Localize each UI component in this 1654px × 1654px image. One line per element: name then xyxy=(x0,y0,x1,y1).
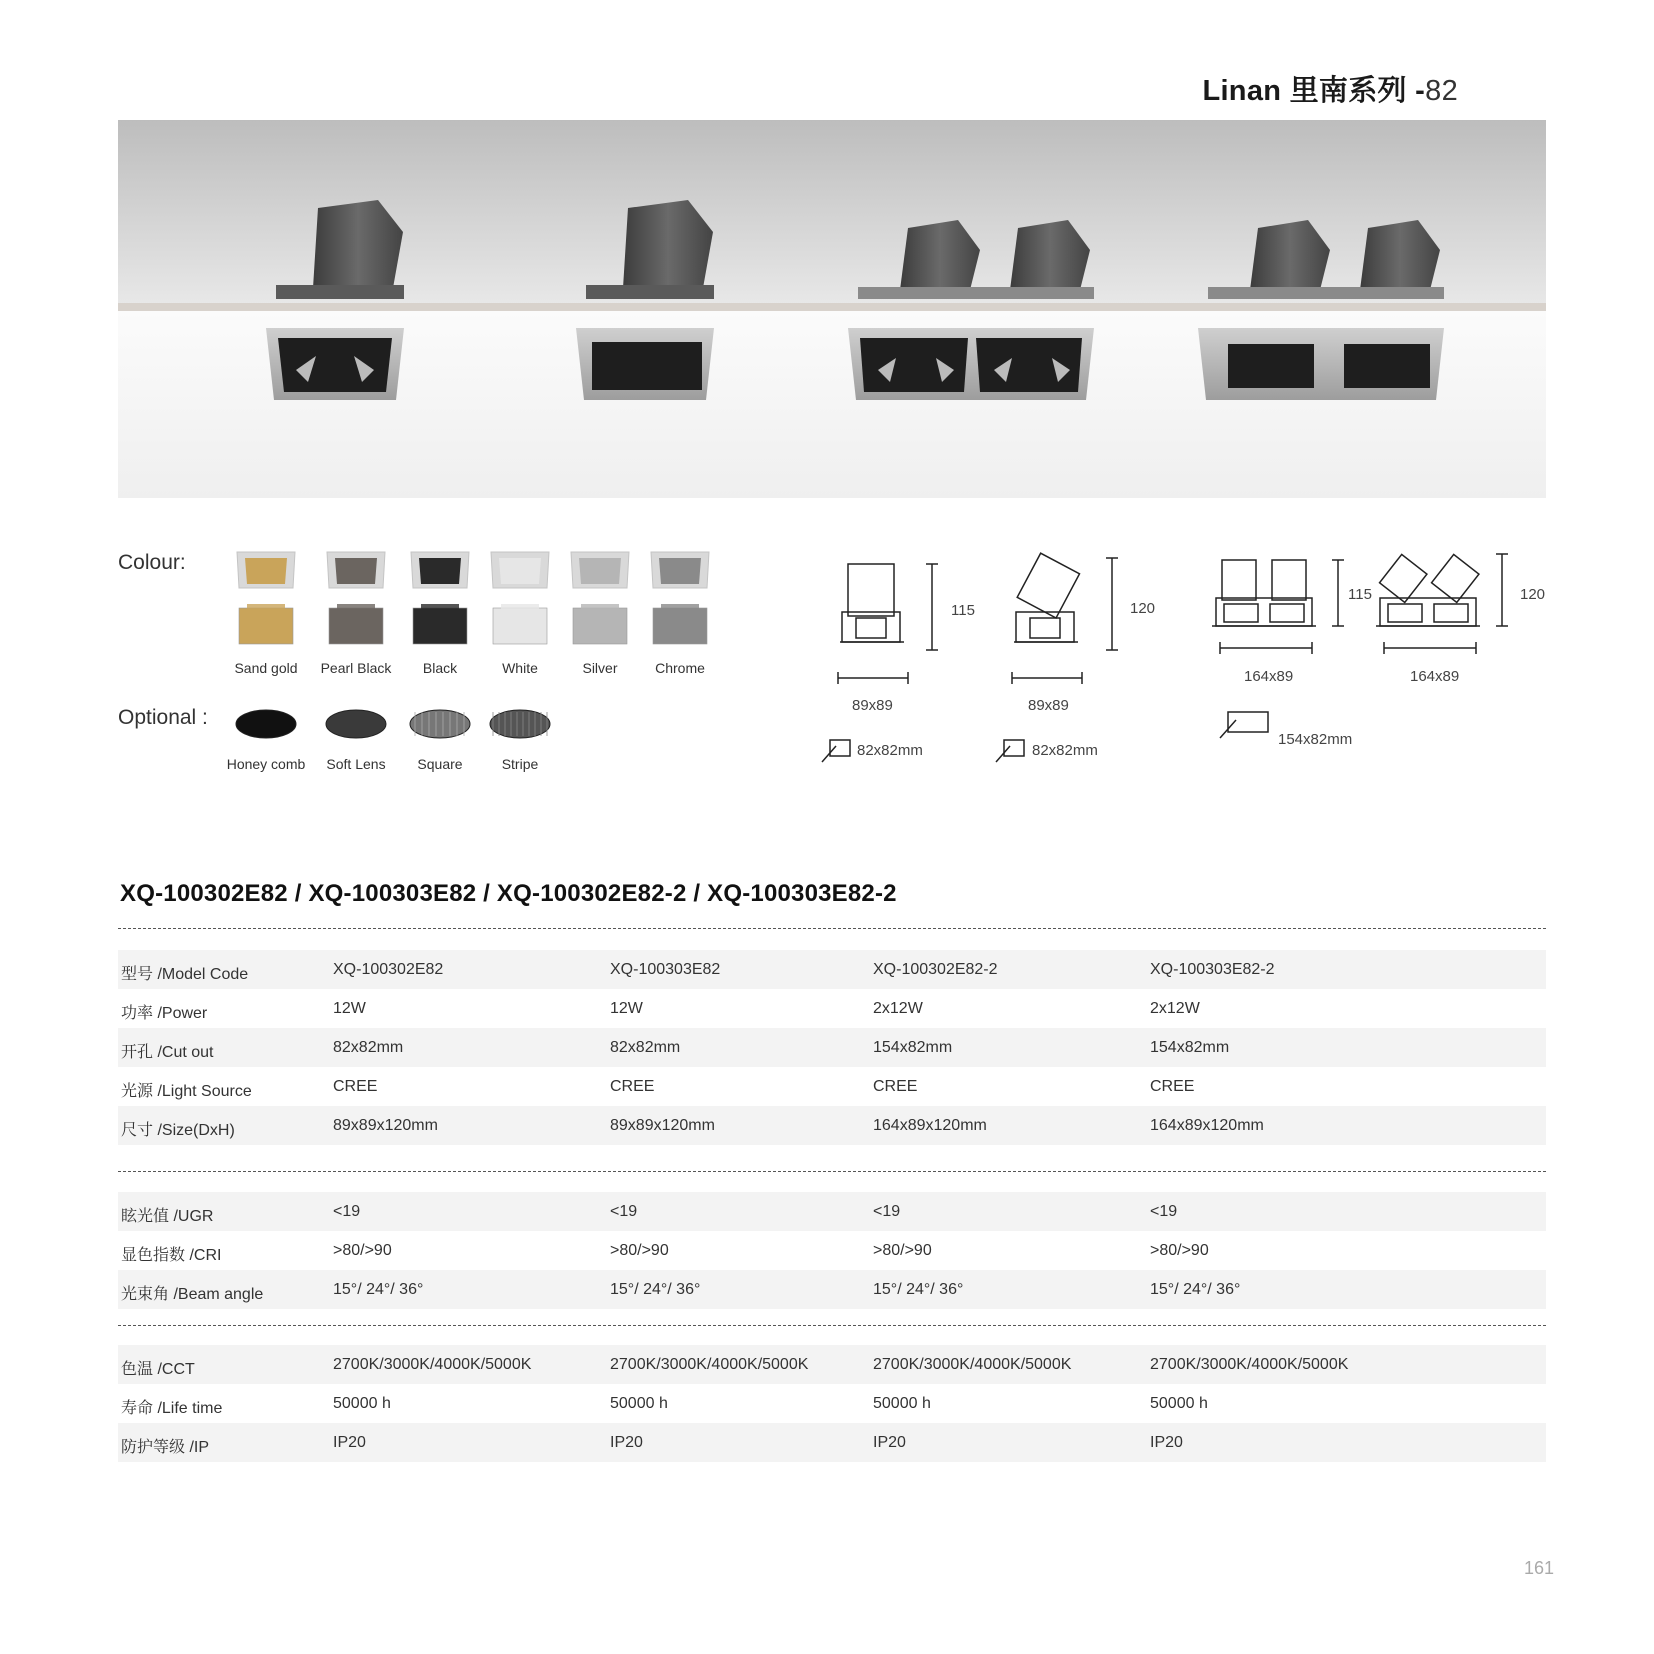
spec-row xyxy=(118,1384,1546,1423)
section-divider xyxy=(118,928,1546,929)
spec-value: XQ-100303E82-2 xyxy=(1150,961,1275,978)
spec-value: XQ-100302E82 xyxy=(333,961,444,978)
spec-value: >80/>90 xyxy=(333,1242,392,1259)
spec-value: IP20 xyxy=(333,1434,366,1451)
spec-value: 89x89x120mm xyxy=(333,1117,438,1134)
spec-value: 15°/ 24°/ 36° xyxy=(873,1281,964,1298)
spec-label: 防护等级 /IP xyxy=(121,1439,210,1456)
swatch-label: Black xyxy=(422,660,458,676)
drawing-single-tilt xyxy=(996,553,1118,762)
spec-value: 154x82mm xyxy=(1150,1039,1230,1056)
drawing-single-fixed xyxy=(822,564,938,762)
section-divider xyxy=(118,1171,1546,1172)
swatch-label: Chrome xyxy=(655,660,705,676)
optional-preview xyxy=(221,704,311,744)
spec-value: 82x82mm xyxy=(333,1039,404,1056)
spec-label: 显色指数 /CRI xyxy=(121,1247,222,1264)
d1-width: 89x89 xyxy=(852,697,893,714)
spec-value: CREE xyxy=(1150,1078,1195,1095)
colour-swatch xyxy=(635,548,725,678)
spec-value: 2700K/3000K/4000K/5000K xyxy=(1150,1356,1349,1373)
spec-label: 功率 /Power xyxy=(121,1005,208,1022)
page-number: 161 xyxy=(1523,1558,1554,1578)
optional-preview xyxy=(311,704,401,744)
spec-row xyxy=(118,1067,1546,1106)
d2-height: 120 xyxy=(1130,600,1156,617)
optional-item-label: Stripe xyxy=(501,756,539,772)
spec-value: 164x89x120mm xyxy=(873,1117,987,1134)
swatch-preview xyxy=(395,548,485,648)
spec-value: <19 xyxy=(873,1203,901,1220)
spec-value: 15°/ 24°/ 36° xyxy=(333,1281,424,1298)
drawing-double-tilt xyxy=(1376,554,1508,654)
spec-label: 型号 /Model Code xyxy=(121,966,249,983)
page-title xyxy=(1202,68,1458,109)
spec-value: 2x12W xyxy=(873,1000,923,1017)
spec-value: <19 xyxy=(610,1203,638,1220)
swatch-preview xyxy=(555,548,645,648)
double-cutout: 154x82mm xyxy=(1278,731,1353,748)
spec-value: 2700K/3000K/4000K/5000K xyxy=(610,1356,809,1373)
spec-row xyxy=(118,989,1546,1028)
series-title: Linan 里南系列 - xyxy=(1202,75,1426,107)
spec-value: 154x82mm xyxy=(873,1039,953,1056)
optional-item-label: Square xyxy=(417,756,463,772)
spec-row xyxy=(118,950,1546,989)
d1-cutout: 82x82mm xyxy=(857,742,923,759)
spec-value: 164x89x120mm xyxy=(1150,1117,1264,1134)
d3-height: 115 xyxy=(1348,586,1372,603)
spec-value: 50000 h xyxy=(1150,1395,1208,1412)
spec-value: 89x89x120mm xyxy=(610,1117,715,1134)
spec-row xyxy=(118,1345,1546,1384)
optional-item xyxy=(221,704,311,784)
optional-item xyxy=(475,704,565,784)
dimension-drawings xyxy=(820,550,1620,770)
colour-swatch xyxy=(311,548,401,678)
spec-label: 光束角 /Beam angle xyxy=(121,1286,264,1303)
spec-label: 尺寸 /Size(DxH) xyxy=(121,1122,235,1139)
spec-value: 50000 h xyxy=(610,1395,668,1412)
spec-row xyxy=(118,1192,1546,1231)
spec-label: 眩光值 /UGR xyxy=(121,1208,214,1225)
spec-value: >80/>90 xyxy=(873,1242,932,1259)
colour-swatch xyxy=(475,548,565,678)
swatch-label: Pearl Black xyxy=(320,660,392,676)
spec-label: 开孔 /Cut out xyxy=(121,1044,214,1061)
spec-label: 寿命 /Life time xyxy=(121,1400,223,1417)
section-divider xyxy=(118,1325,1546,1326)
spec-value: >80/>90 xyxy=(1150,1242,1209,1259)
series-number: 82 xyxy=(1425,75,1458,107)
colour-label: Colour: xyxy=(118,551,186,574)
spec-value: 50000 h xyxy=(873,1395,931,1412)
optional-item xyxy=(311,704,401,784)
swatch-preview xyxy=(221,548,311,648)
d2-width: 89x89 xyxy=(1028,697,1069,714)
d2-cutout: 82x82mm xyxy=(1032,742,1098,759)
spec-value: <19 xyxy=(333,1203,361,1220)
colour-swatch xyxy=(395,548,485,678)
swatch-preview xyxy=(311,548,401,648)
optional-preview xyxy=(475,704,565,744)
colour-swatch xyxy=(221,548,311,678)
spec-value: CREE xyxy=(610,1078,655,1095)
spec-value: XQ-100303E82 xyxy=(610,961,721,978)
spec-row xyxy=(118,1028,1546,1067)
spec-value: 2700K/3000K/4000K/5000K xyxy=(333,1356,532,1373)
spec-row xyxy=(118,1270,1546,1309)
spec-value: <19 xyxy=(1150,1203,1178,1220)
optional-item xyxy=(395,704,485,784)
spec-label: 色温 /CCT xyxy=(121,1361,195,1378)
spec-label: 光源 /Light Source xyxy=(121,1083,252,1100)
spec-value: CREE xyxy=(333,1078,378,1095)
spec-value: 82x82mm xyxy=(610,1039,681,1056)
optional-item-label: Soft Lens xyxy=(326,756,386,772)
swatch-label: Sand gold xyxy=(234,660,298,676)
d4-height: 120 xyxy=(1520,586,1546,603)
spec-value: CREE xyxy=(873,1078,918,1095)
spec-value: XQ-100302E82-2 xyxy=(873,961,998,978)
spec-value: >80/>90 xyxy=(610,1242,669,1259)
spec-value: 12W xyxy=(610,1000,643,1017)
drawing-double-fixed xyxy=(1212,560,1344,738)
product-hero-image xyxy=(118,120,1546,498)
spec-value: IP20 xyxy=(873,1434,906,1451)
optional-item-label: Honey comb xyxy=(226,756,306,772)
optional-label: Optional : xyxy=(118,706,208,729)
d3-width: 164x89 xyxy=(1244,668,1294,685)
spec-row xyxy=(118,1231,1546,1270)
spec-value: 15°/ 24°/ 36° xyxy=(610,1281,701,1298)
spec-row xyxy=(118,1423,1546,1462)
spec-value: IP20 xyxy=(1150,1434,1183,1451)
d1-height: 115 xyxy=(951,602,975,619)
swatch-preview xyxy=(475,548,565,648)
spec-value: 15°/ 24°/ 36° xyxy=(1150,1281,1241,1298)
spec-value: 2x12W xyxy=(1150,1000,1200,1017)
swatch-preview xyxy=(635,548,725,648)
d4-width: 164x89 xyxy=(1410,668,1460,685)
spec-value: 12W xyxy=(333,1000,366,1017)
spec-row xyxy=(118,1106,1546,1145)
colour-swatch xyxy=(555,548,645,678)
spec-value: IP20 xyxy=(610,1434,643,1451)
spec-value: 50000 h xyxy=(333,1395,391,1412)
optional-preview xyxy=(395,704,485,744)
swatch-label: White xyxy=(502,660,538,676)
model-heading: XQ-100302E82 / XQ-100303E82 / XQ-100302E82-2 / XQ-100303E82-2 xyxy=(120,880,897,907)
spec-value: 2700K/3000K/4000K/5000K xyxy=(873,1356,1072,1373)
swatch-label: Silver xyxy=(582,660,618,676)
